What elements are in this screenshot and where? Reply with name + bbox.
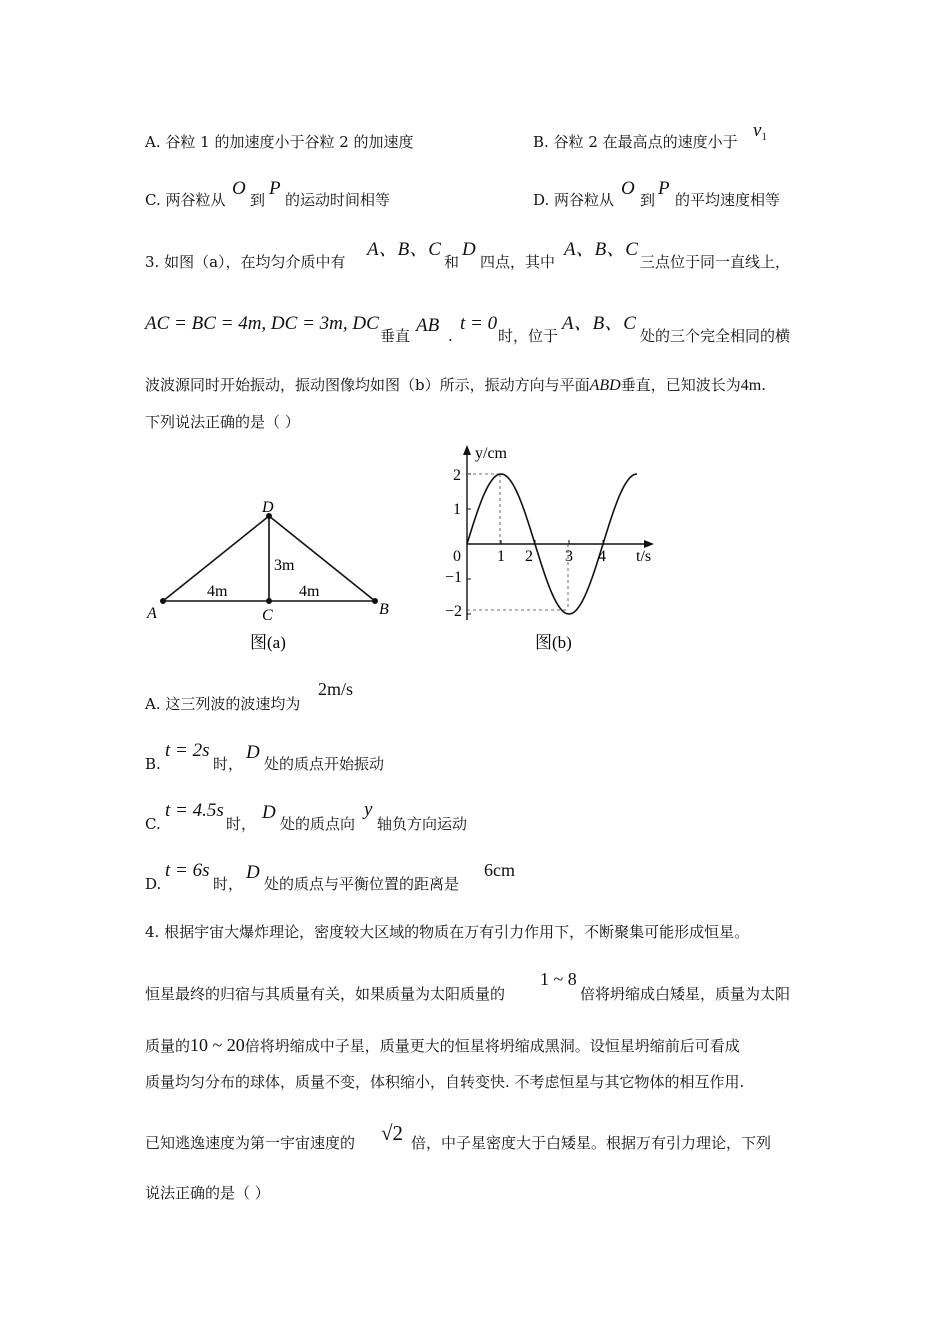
q3-option-b-t: t = 2s xyxy=(165,740,210,761)
q3-option-d-d: D xyxy=(246,862,260,883)
fig-a-point-b xyxy=(372,598,378,604)
q2-option-c-pre: C. 两谷粒从 xyxy=(145,191,226,209)
fig-b-xtick-3: 3 xyxy=(565,548,573,565)
fig-b-ylabel: y/cm xyxy=(475,445,507,462)
fig-b-xtick-2: 2 xyxy=(525,548,533,565)
q3-option-d-shi: 时， xyxy=(213,875,244,893)
q4-line2-b: 倍将坍缩成白矮星，质量为太阳 xyxy=(580,985,791,1003)
q3-line4: 下列说法正确的是（ ） xyxy=(145,413,300,431)
q4-line2-range: 1 ~ 8 xyxy=(540,969,577,989)
fig-a-point-c xyxy=(266,598,272,604)
fig-a-len-ac: 4m xyxy=(207,583,228,600)
figure-a xyxy=(135,490,405,660)
fig-b-y-arrow xyxy=(463,445,471,455)
q4-line3 xyxy=(145,1036,740,1054)
q4-line5-b: 倍，中子星密度大于白矮星。根据万有引力理论，下列 xyxy=(411,1134,772,1152)
fig-b-xtick-4: 4 xyxy=(598,548,606,565)
q3-points-abc-3: A、B、C xyxy=(562,313,636,334)
q3-option-d-val: 6cm xyxy=(484,860,515,880)
q3-points-abc: A、B、C xyxy=(367,239,441,260)
q4-line3-a: 质量的 xyxy=(145,1037,191,1055)
q3-point-d: D xyxy=(462,239,476,260)
q3-line3-b: 垂直，已知波长为 xyxy=(620,376,741,394)
q4-line6: 说法正确的是（ ） xyxy=(145,1184,270,1202)
q4-line5-sqrt: √2 xyxy=(381,1121,404,1145)
q3-option-c-pre: C. xyxy=(145,815,161,833)
fig-a-label-a: A xyxy=(147,605,157,622)
fig-a-label-c: C xyxy=(262,607,273,624)
fig-a-label-b: B xyxy=(379,601,389,618)
q3-equation: AC = BC = 4m, DC = 3m, DC xyxy=(145,313,379,334)
q2-option-b-text: B. 谷粒 2 在最高点的速度小于 xyxy=(533,133,738,151)
q3-line2-a: 垂直 xyxy=(380,327,411,345)
q4-line3-range: 10 ~ 20 xyxy=(190,1035,245,1055)
q3-option-b-pre: B. xyxy=(145,755,161,773)
fig-b-xlabel: t/s xyxy=(636,548,652,565)
q3-t0: t = 0 xyxy=(460,313,498,334)
q3-points-abc-2: A、B、C xyxy=(564,239,638,260)
fig-b-ytick-m2: −2 xyxy=(445,603,463,620)
q4-line3-b: 倍将坍缩成中子星，质量更大的恒星将坍缩成黑洞。设恒星坍缩前后可看成 xyxy=(244,1037,740,1055)
q2-option-b-sub: 1 xyxy=(761,131,767,143)
q3-ab: AB xyxy=(416,315,440,336)
q2-option-d-p: P xyxy=(658,178,670,199)
q3-option-c-post: 轴负方向运动 xyxy=(377,815,468,833)
q3-line1-he: 和 xyxy=(444,253,460,271)
q3-option-b-post: 处的质点开始振动 xyxy=(264,755,385,773)
q3-line1-c: 三点位于同一直线上， xyxy=(640,253,791,271)
fig-a-label-d: D xyxy=(262,499,274,516)
q3-line1-b: 四点，其中 xyxy=(480,253,556,271)
q4-line1: 4. 根据宇宙大爆炸理论，密度较大区域的物质在万有引力作用下，不断聚集可能形成恒星。 xyxy=(145,923,750,941)
q3-option-d-mid: 处的质点与平衡位置的距离是 xyxy=(264,875,460,893)
fig-a-len-cb: 4m xyxy=(299,583,320,600)
fig-a-point-a xyxy=(160,598,166,604)
q2-option-b-var: $v_1$ xyxy=(753,120,767,143)
q3-line3 xyxy=(145,378,766,394)
fig-b-ytick-1: 1 xyxy=(453,501,461,518)
q2-option-c-post: 的运动时间相等 xyxy=(285,191,391,209)
q3-wavelength: 4m xyxy=(740,377,762,394)
q2-option-d-pre: D. 两谷粒从 xyxy=(533,191,615,209)
fig-b-xtick-1: 1 xyxy=(497,548,505,565)
q2-option-d-mid: 到 xyxy=(640,191,656,209)
q3-option-c-shi: 时， xyxy=(226,815,257,833)
q3-abd: ABD xyxy=(589,377,621,394)
q3-option-a-val: 2m/s xyxy=(318,679,354,699)
fig-b-ytick-2: 2 xyxy=(453,467,461,484)
q2-option-d-post: 的平均速度相等 xyxy=(675,191,781,209)
q3-line1-a: 3. 如图（a），在均匀介质中有 xyxy=(145,253,346,271)
fig-b-x-arrow xyxy=(644,540,654,548)
q2-option-c-mid: 到 xyxy=(250,191,266,209)
q3-line2-b: 时，位于 xyxy=(498,327,559,345)
q2-option-c-o: O xyxy=(232,178,246,199)
q3-option-b-shi: 时， xyxy=(213,755,244,773)
q2-option-c-p: P xyxy=(269,178,281,199)
q3-option-c-y: y xyxy=(364,799,373,820)
figure-b xyxy=(420,440,670,662)
fig-b-ytick-m1: −1 xyxy=(445,569,463,586)
q3-option-d-pre: D. xyxy=(145,875,162,893)
q4-line2-a: 恒星最终的归宿与其质量有关，如果质量为太阳质量的 xyxy=(145,985,506,1003)
q2-option-d-o: O xyxy=(621,178,635,199)
fig-a-caption: 图(a) xyxy=(250,633,286,652)
q4-line5-a: 已知逃逸速度为第一宇宙速度的 xyxy=(145,1134,356,1152)
q3-line2-c: 处的三个完全相同的横 xyxy=(640,327,791,345)
q3-option-c-d: D xyxy=(262,802,276,823)
q3-option-a-text: A. 这三列波的波速均为 xyxy=(145,695,301,713)
q3-option-c-mid: 处的质点向 xyxy=(280,815,356,833)
q2-option-a: A. 谷粒 1 的加速度小于谷粒 2 的加速度 xyxy=(145,133,414,151)
fig-b-origin: 0 xyxy=(453,548,461,565)
q3-line2-dot: . xyxy=(448,327,453,345)
q3-line3-dot: . xyxy=(761,376,766,394)
fig-a-len-dc: 3m xyxy=(274,557,295,574)
q3-option-c-t: t = 4.5s xyxy=(165,800,224,821)
q3-option-b-d: D xyxy=(246,742,260,763)
q4-line4: 质量均匀分布的球体，质量不变，体积缩小，自转变快. 不考虑恒星与其它物体的相互作用. xyxy=(145,1073,745,1091)
q3-line3-text: 波波源同时开始振动，振动图像均如图（b）所示，振动方向与平面 xyxy=(145,376,590,394)
fig-b-caption: 图(b) xyxy=(535,633,572,652)
q3-option-d-t: t = 6s xyxy=(165,860,210,881)
